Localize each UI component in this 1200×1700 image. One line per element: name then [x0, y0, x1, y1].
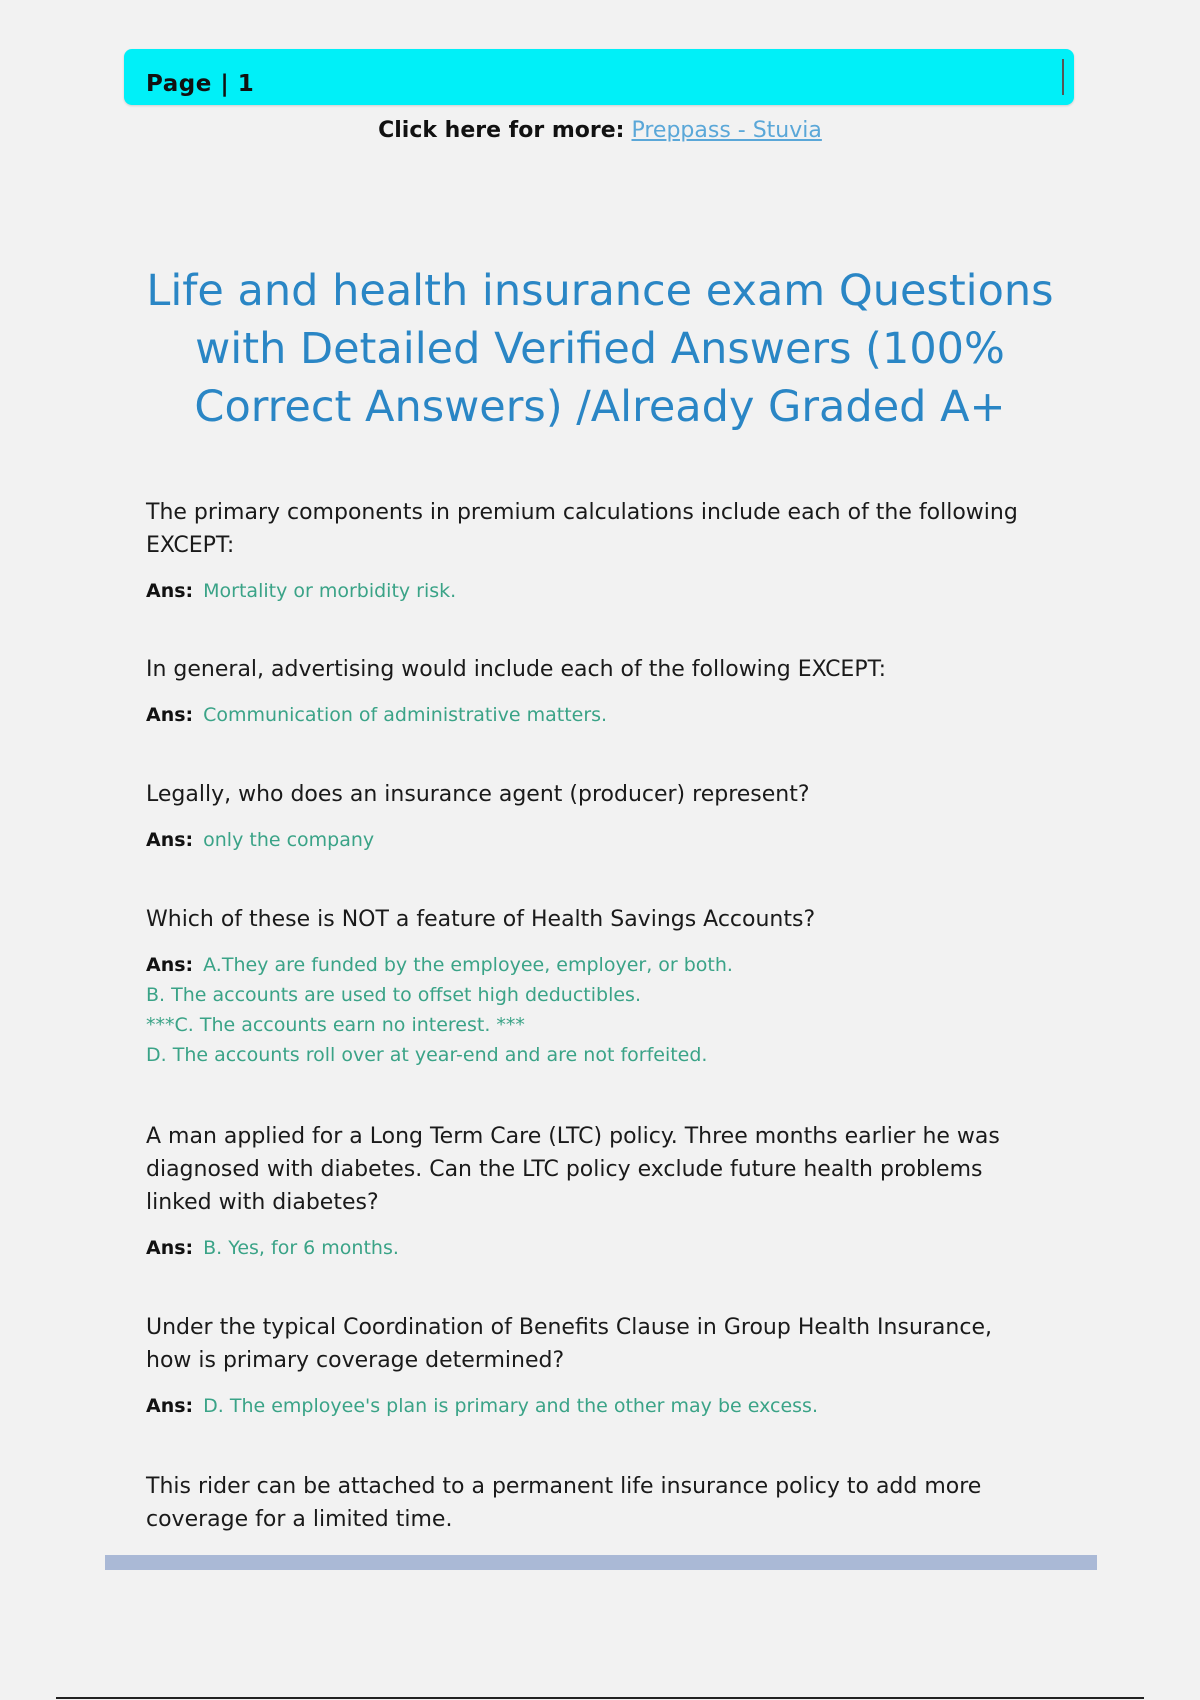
title-line: with Detailed Verified Answers (100%: [195, 324, 1005, 374]
ans-label: Ans:: [146, 829, 194, 851]
question: [146, 778, 1046, 811]
question-line: how is primary coverage determined?: [146, 1348, 565, 1373]
answer-text: Mortality or morbidity risk.: [203, 580, 457, 602]
question-line: diagnosed with diabetes. Can the LTC policy exclude future health problems: [146, 1157, 983, 1182]
answer-line: [146, 950, 1046, 980]
answer-text: B. The accounts are used to offset high deductibles.: [146, 984, 641, 1006]
answer-text: Communication of administrative matters.: [203, 704, 608, 726]
question: [146, 1311, 1046, 1377]
qa-item: [146, 653, 1046, 730]
preppass-stuvia-link[interactable]: Preppass - Stuvia: [631, 118, 822, 143]
qa-item: [146, 1311, 1046, 1421]
answer-line: [146, 1391, 1046, 1421]
question-line: EXCEPT:: [146, 533, 235, 558]
question: [146, 903, 1046, 936]
answer-text: A.They are funded by the employee, employer, or both.: [203, 954, 733, 976]
answer-text: D. The accounts roll over at year-end and are not forfeited.: [146, 1044, 708, 1066]
answer-line: [146, 576, 1046, 606]
answer: [146, 576, 1046, 606]
answer-text: D. The employee's plan is primary and the other may be excess.: [203, 1395, 818, 1417]
ans-label: Ans:: [146, 704, 194, 726]
question: [146, 653, 1046, 686]
question-line: The primary components in premium calculations include each of the following: [146, 500, 1018, 525]
title-line: Life and health insurance exam Questions: [146, 266, 1054, 316]
question-line: Under the typical Coordination of Benefits Clause in Group Health Insurance,: [146, 1315, 992, 1340]
page-number-label: [146, 71, 254, 97]
qa-item: [146, 1470, 1046, 1536]
question: [146, 1470, 1046, 1536]
ans-label: Ans:: [146, 954, 194, 976]
answer: [146, 825, 1046, 855]
ans-label: Ans:: [146, 1395, 194, 1417]
question-line: Legally, who does an insurance agent (producer) represent?: [146, 782, 810, 807]
more-label: Click here for more:: [378, 118, 625, 143]
answer-line: [146, 700, 1046, 730]
qa-item: [146, 903, 1046, 1070]
answer-text: B. Yes, for 6 months.: [203, 1237, 399, 1259]
page-number: 1: [237, 71, 255, 97]
document-title: [140, 262, 1060, 436]
question-line: This rider can be attached to a permanent life insurance policy to add more: [146, 1474, 982, 1499]
qa-item: [146, 496, 1046, 606]
question-line: coverage for a limited time.: [146, 1507, 453, 1532]
question-line: Which of these is NOT a feature of Health Savings Accounts?: [146, 907, 816, 932]
qa-item: [146, 1120, 1046, 1263]
question-line: A man applied for a Long Term Care (LTC) policy. Three months earlier he was: [146, 1124, 1000, 1149]
ans-label: Ans:: [146, 1237, 194, 1259]
question: [146, 1120, 1046, 1219]
question: [146, 496, 1046, 562]
more-link-line: [0, 118, 1200, 143]
answer: [146, 700, 1046, 730]
answer-line: [146, 825, 1046, 855]
footer-bar: [105, 1555, 1097, 1570]
page-separator: |: [220, 71, 230, 97]
answer-line: [146, 1233, 1046, 1263]
answer-text: only the company: [203, 829, 375, 851]
ans-label: Ans:: [146, 580, 194, 602]
page-bottom-rule: [56, 1697, 1144, 1699]
qa-item: [146, 778, 1046, 855]
question-line: In general, advertising would include each of the following EXCEPT:: [146, 657, 887, 682]
banner-divider: [1062, 59, 1064, 95]
answer: [146, 950, 1046, 1070]
answer-text: ***C. The accounts earn no interest. ***: [146, 1014, 525, 1036]
page-label: Page: [146, 71, 212, 97]
question-line: linked with diabetes?: [146, 1190, 379, 1215]
title-line: Correct Answers) /Already Graded A+: [194, 382, 1006, 432]
page-header-banner: [124, 49, 1074, 105]
answer: [146, 1391, 1046, 1421]
answer: [146, 1233, 1046, 1263]
